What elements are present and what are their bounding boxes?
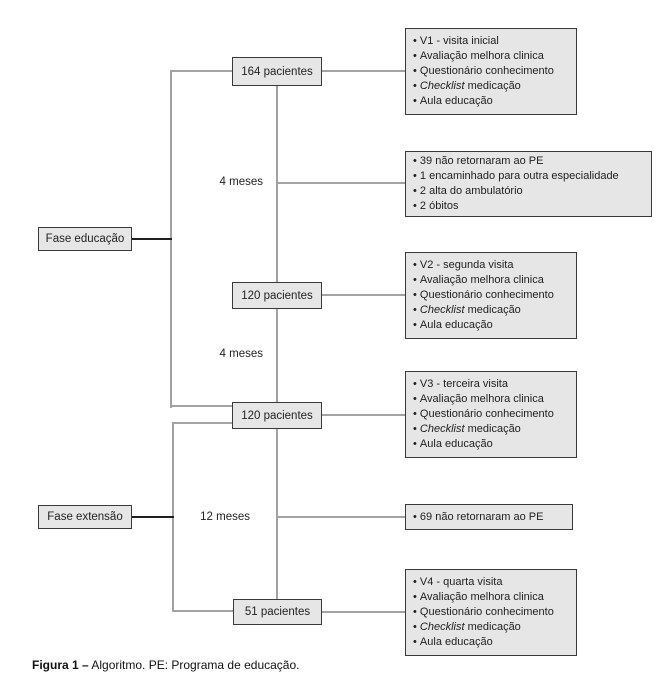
patients-node-120-a-label: 120 pacientes — [241, 289, 313, 302]
checklist-italic: Checklist — [419, 304, 465, 316]
visit-v4-item-checklist — [413, 620, 569, 635]
visit-v3-item-checklist — [413, 422, 569, 437]
dropout1-item: • 2 alta do ambulatório — [413, 184, 644, 199]
central-line-segment-3 — [276, 429, 278, 599]
patients-node-51-label: 51 pacientes — [244, 606, 311, 618]
figure-caption-number: Figura 1 – — [32, 658, 89, 672]
central-line-segment-2 — [276, 309, 278, 402]
checklist-rest: medicação — [464, 621, 521, 633]
checklist-italic: Checklist — [419, 80, 465, 92]
patients-node-120-b-label: 120 pacientes — [241, 409, 313, 422]
patients-node-164-label: 164 pacientes — [241, 65, 313, 78]
visit-v4-item: • Questionário conhecimento — [413, 605, 569, 620]
visit-v3-item: • Aula educação — [413, 437, 569, 452]
visit-v2-item: • V2 - segunda visita — [413, 258, 569, 273]
phase-educacao-label: Fase educação — [45, 233, 125, 245]
dropout1-item: • 39 não retornaram ao PE — [413, 154, 644, 169]
visit-v2-item-checklist — [413, 303, 569, 318]
visit-box-v4 — [405, 569, 577, 656]
education-branch-bottom-line — [170, 405, 232, 407]
visit-v1-item: • Questionário conhecimento — [413, 64, 569, 79]
branch-to-v1-line — [322, 70, 405, 72]
visit-box-v2 — [405, 252, 577, 339]
dropout-box-2 — [405, 504, 573, 530]
branch-to-v2-line — [322, 294, 405, 296]
visit-v4-item: • Aula educação — [413, 635, 569, 650]
dropout1-item: • 1 encaminhado para outra especialidade — [413, 169, 644, 184]
figure-caption — [32, 658, 299, 672]
visit-v3-item: • Avaliação melhora clinica — [413, 392, 569, 407]
extension-stub-line — [131, 516, 174, 518]
phase-extensao-label: Fase extensão — [47, 511, 123, 523]
extension-branch-top-line — [172, 422, 232, 424]
visit-box-v3 — [405, 371, 577, 458]
visit-v1-item: • V1 - visita inicial — [413, 34, 569, 49]
phase-box-educacao — [38, 227, 132, 251]
visit-v2-item: • Questionário conhecimento — [413, 288, 569, 303]
branch-to-v3-line — [322, 414, 405, 416]
checklist-rest: medicação — [464, 304, 521, 316]
visit-v4-item: • Avaliação melhora clinica — [413, 590, 569, 605]
branch-to-v4-line — [322, 611, 405, 613]
branch-to-dropout2-line — [276, 516, 405, 518]
visit-v2-item: • Avaliação melhora clinica — [413, 273, 569, 288]
patients-node-120-b — [232, 402, 322, 429]
visit-v1-item-checklist — [413, 79, 569, 94]
patients-node-164 — [232, 57, 322, 86]
visit-v1-item: • Aula educação — [413, 94, 569, 109]
visit-v3-item: • Questionário conhecimento — [413, 407, 569, 422]
interval-label-4-meses-1: 4 meses — [219, 176, 263, 188]
interval-label-4-meses-2: 4 meses — [219, 348, 263, 360]
checklist-italic: Checklist — [419, 621, 465, 633]
education-branch-top-line — [170, 70, 232, 72]
dropout-box-1 — [405, 151, 652, 217]
checklist-rest: medicação — [464, 80, 521, 92]
checklist-rest: medicação — [464, 423, 521, 435]
patients-node-120-a — [232, 282, 322, 309]
dropout1-item: • 2 óbitos — [413, 199, 644, 214]
branch-to-dropout1-line — [276, 182, 405, 184]
visit-v4-item: • V4 - quarta visita — [413, 575, 569, 590]
visit-v2-item: • Aula educação — [413, 318, 569, 333]
patients-node-51 — [233, 599, 322, 625]
visit-v3-item: • V3 - terceira visita — [413, 377, 569, 392]
visit-box-v1 — [405, 28, 577, 115]
figure-caption-text: Algoritmo. PE: Programa de educação. — [88, 658, 300, 672]
visit-v1-item: • Avaliação melhora clinica — [413, 49, 569, 64]
interval-label-12-meses: 12 meses — [200, 511, 250, 523]
education-stub-line — [131, 238, 172, 240]
dropout2-item: • 69 não retornaram ao PE — [413, 510, 565, 525]
extension-branch-bottom-line — [172, 610, 233, 612]
phase-box-extensao — [38, 505, 132, 529]
central-line-segment-1 — [276, 86, 278, 282]
checklist-italic: Checklist — [419, 423, 465, 435]
